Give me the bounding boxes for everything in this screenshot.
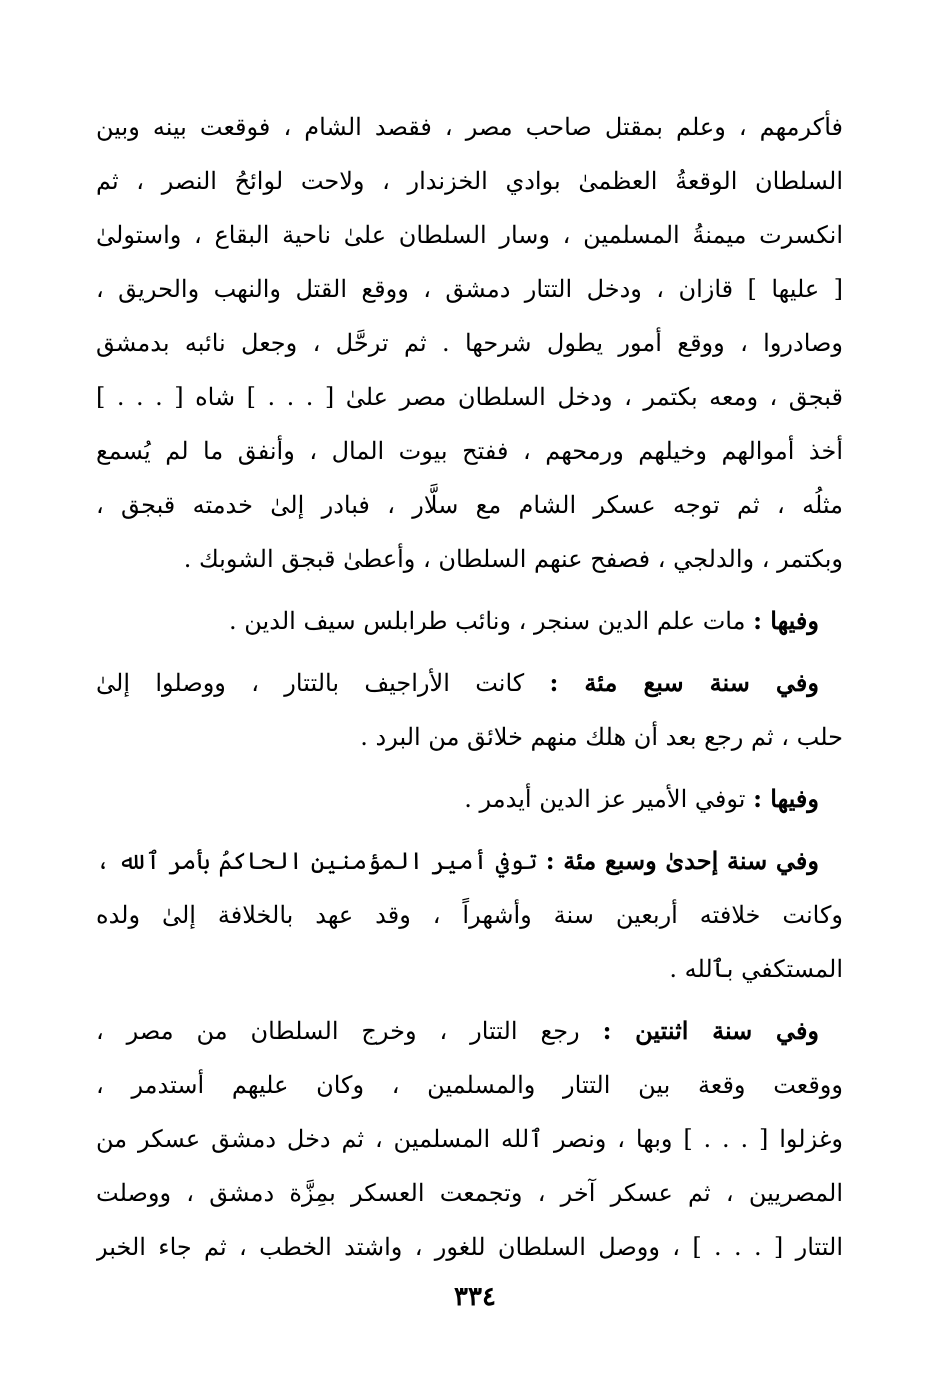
text-line: [ عليها ] قازان ، ودخل التتار دمشق ، ووقع القتل والنهب والحريق ، [96, 275, 843, 303]
text-line [96, 656, 843, 710]
paragraph-lead: وفيها : [753, 606, 819, 635]
text-line: وكانت خلافته أربعين سنة وأشهراً ، وقد عهد بالخلافة إلىٰ ولده [96, 901, 843, 929]
paragraph-lead: وفيها : [753, 784, 819, 813]
text-line: السلطان الوقعةُ العظمىٰ بوادي الخزندار ، ولاحت لوائحُ النصر ، ثم [96, 167, 843, 195]
text-line: وصادروا ، ووقع أمور يطول شرحها . ثم ترحَّل ، وجعل نائبه بدمشق [96, 329, 843, 357]
text-line: وبكتمر ، والدلجي ، فصفح عنهم السلطان ، وأعطىٰ قبجق الشوبك . [183, 545, 843, 573]
paragraph-lead: وفي سنة سبع مئة : [549, 668, 819, 697]
text-run: مات علم الدين سنجر ، ونائب طرابلس سيف الدين . [229, 607, 754, 635]
paragraph-lead: وفي سنة إحدىٰ وسبع مئة : [545, 846, 819, 875]
text-line: ووقعت وقعة بين التتار والمسلمين ، وكان عليهم أستدمر ، [96, 1071, 843, 1099]
text-run: كانت الأراجيف بالتتار ، ووصلوا إلىٰ [96, 669, 550, 697]
page-number: ٣٣٤ [454, 1282, 496, 1312]
text-line: المستكفي بٱلله . [669, 955, 843, 983]
text-line: حلب ، ثم رجع بعد أن هلك منهم خلائق من البرد . [360, 723, 843, 751]
paragraph [96, 996, 843, 1274]
text-line: قبجق ، ومعه بكتمر ، ودخل السلطان مصر علىٰ [ . . . ] شاه [ . . . ] [96, 383, 843, 411]
paragraph [96, 586, 843, 648]
text-line [96, 834, 843, 888]
text-line: وغزلوا [ . . . ] وبها ، ونصر ٱلله المسلمين ، ثم دخل دمشق عسكر من [96, 1125, 843, 1153]
text-run: رجع التتار ، وخرج السلطان من مصر ، [96, 1017, 603, 1045]
text-line: مثلُه ، ثم توجه عسكر الشام مع سلَّار ، فبادر إلىٰ خدمته قبجق ، [96, 491, 843, 519]
text-line: المصريين ، ثم عسكر آخر ، وتجمعت العسكر بمِزَّة دمشق ، ووصلت [96, 1179, 843, 1207]
text-line: فأكرمهم ، وعلم بمقتل صاحب مصر ، فقصد الشام ، فوقعت بينه وبين [96, 113, 843, 141]
text-line [96, 594, 843, 648]
paragraph [96, 648, 843, 764]
text-line: أخذ أموالهم وخيلهم ورمحهم ، ففتح بيوت المال ، وأنفق ما لم يُسمع [96, 437, 843, 465]
paragraph [96, 826, 843, 996]
text-run: توفي الأمير عز الدين أيدمر . [464, 785, 754, 813]
paragraph [96, 764, 843, 826]
text-line [96, 1004, 843, 1058]
page-body [96, 100, 843, 1274]
paragraph-lead: وفي سنة اثنتين : [602, 1016, 820, 1045]
text-line [96, 772, 843, 826]
text-line: انكسرت ميمنةُ المسلمين ، وسار السلطان علىٰ ناحية البقاع ، واستولىٰ [96, 221, 843, 249]
paragraph [96, 100, 843, 586]
text-run: توفي أمير المؤمنين الحاكمُ بأمر ٱلله ، [96, 847, 546, 875]
text-line: التتار [ . . . ] ، ووصل السلطان للغور ، واشتد الخطب ، ثم جاء الخبر [96, 1233, 843, 1261]
